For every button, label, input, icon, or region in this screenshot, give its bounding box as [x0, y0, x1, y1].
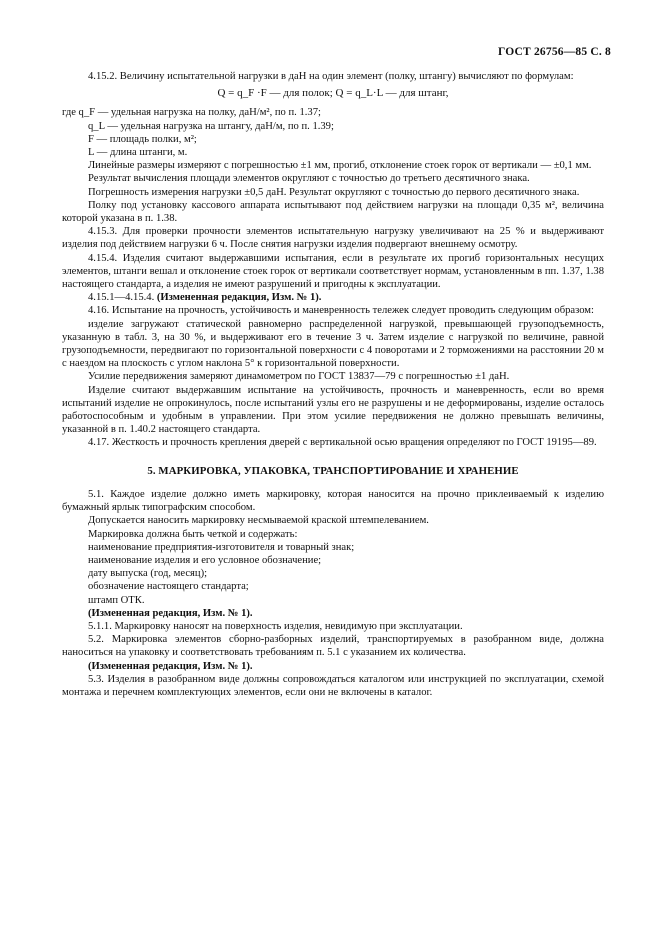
paragraph-4-16-criteria: Изделие считают выдержавшим испытание на устойчивость, прочность и маневренность, если во время испытаний изделие не опрокинулось, после испытаний узлы его не разрушены и не деформированы, изделие осталось работоспособным и удобным в управлении. При этом усилие передвижения не должно превышать величины, указанной в п. 1.40.2 настоящего стандарта. — [62, 384, 604, 436]
paragraph-5-1-stamp: Допускается наносить маркировку несмываемой краской штемпелеванием. — [88, 515, 429, 527]
page-header: ГОСТ 26756—85 С. 8 — [498, 46, 611, 58]
amendment-label: (Измененная редакция, Изм. № 1). — [156, 292, 322, 304]
paragraph-4-17: 4.17. Жесткость и прочность крепления дверей с вертикальной осью вращения определяют по ГОСТ 19195—89. — [88, 437, 597, 449]
paragraph-linear-sizes: Линейные размеры измеряют с погрешностью ±1 мм, прогиб, отклонение стоек горок от вертикали — ±0,1 мм. — [88, 160, 592, 172]
list-item-manufacturer: наименование предприятия-изготовителя и товарный знак; — [88, 541, 355, 553]
formula-where-ql: q_L — удельная нагрузка на штангу, даН/м, по п. 1.39; — [88, 120, 334, 132]
section-title-5: 5. МАРКИРОВКА, УПАКОВКА, ТРАНСПОРТИРОВАНИЕ И ХРАНЕНИЕ — [147, 464, 519, 477]
list-item-standard: обозначение настоящего стандарта; — [88, 581, 249, 593]
paragraph-5-3: 5.3. Изделия в разобранном виде должны сопровождаться каталогом или инструкцией по эксплуатации, схемой монтажа и перечнем комплектующих элементов, если они не включены в каталог. — [62, 673, 604, 698]
amendment-note-5-1: (Измененная редакция, Изм. № 1). — [88, 607, 253, 619]
paragraph-4-16-load: изделие загружают статической равномерно распределенной нагрузкой, превышающей грузоподъемность, указанную в табл. 3, на 30 %, и выдерживают его в течение 3 ч. Затем изделие с нагрузкой по величине, равной грузоподъемности, передвигают по горизонтальной поверхности с 4 поворотами и 2 торможениями на расстоянии 20 м с наездом на плоскость с углом наклона 5° к горизонтальной поверхности. — [62, 318, 604, 370]
paragraph-area-result: Результат вычисления площади элементов округляют с точностью до третьего десятичного знака. — [88, 173, 530, 185]
list-item-product-name: наименование изделия и его условное обозначение; — [88, 554, 322, 566]
list-item-otk-stamp: штамп ОТК. — [88, 594, 145, 606]
paragraph-load-error: Погрешность измерения нагрузки ±0,5 даН. Результат округляют с точностью до первого десятичного знака. — [88, 186, 580, 198]
formula-where-l: L — длина штанги, м. — [88, 147, 188, 159]
formula-where-qf: где q_F — удельная нагрузка на полку, даН/м², по п. 1.37; — [62, 107, 321, 119]
paragraph-4-15-2: 4.15.2. Величину испытательной нагрузки в даН на один элемент (полку, штангу) вычисляют по формулам: — [88, 71, 574, 82]
paragraph-4-16-force: Усилие передвижения замеряют динамометром по ГОСТ 13837—79 с погрешностью ±1 даН. — [88, 371, 510, 383]
formula: Q = q_F ·F — для полок; Q = q_L·L — для штанг, — [217, 87, 449, 100]
paragraph-5-2: 5.2. Маркировка элементов сборно-разборных изделий, транспортируемых в разобранном виде, должна наноситься на упаковку и соответствовать требованиям п. 5.1 с указанием их количества. — [62, 634, 604, 659]
paragraph-4-15-4: 4.15.4. Изделия считают выдержавшими испытания, если в результате их прогиб горизонтальных несущих элементов, штанги вешал и отклонение стоек горок от вертикали соответствует нормам, установленным в пп. 1.37, 1.38 настоящего стандарта, а изделия не имеют разрушений и пригодны к эксплуатации. — [62, 252, 604, 291]
paragraph-4-15-3: 4.15.3. Для проверки прочности элементов испытательную нагрузку увеличивают на 25 % и выдерживают изделия под действием нагрузки 6 ч. После снятия нагрузки изделия подвергают внешнему осмотру. — [62, 226, 604, 251]
paragraph-5-1: 5.1. Каждое изделие должно иметь маркировку, которая наносится на прочно приклеиваемый к изделию бумажный ярлык типографским способом. — [62, 488, 604, 514]
amendment-note-5-2: (Измененная редакция, Изм. № 1). — [88, 660, 253, 672]
paragraph-cash-shelf: Полку под установку кассового аппарата испытывают под действием нагрузки на площади 0,35 м², величина которой указана в п. 1.38. — [62, 199, 604, 225]
formula-where-f: F — площадь полки, м²; — [88, 133, 197, 145]
paragraph-5-1-contents: Маркировка должна быть четкой и содержать: — [88, 528, 298, 540]
amendment-ref: 4.15.1—4.15.4. — [88, 292, 155, 304]
document-body — [62, 70, 604, 699]
paragraph-5-1-1: 5.1.1. Маркировку наносят на поверхность изделия, невидимую при эксплуатации. — [88, 620, 463, 632]
list-item-date: дату выпуска (год, месяц); — [88, 568, 208, 580]
paragraph-4-16: 4.16. Испытание на прочность, устойчивость и маневренность тележек следует проводить следующим образом: — [88, 305, 594, 317]
amendment-note-4-15 — [62, 291, 604, 304]
